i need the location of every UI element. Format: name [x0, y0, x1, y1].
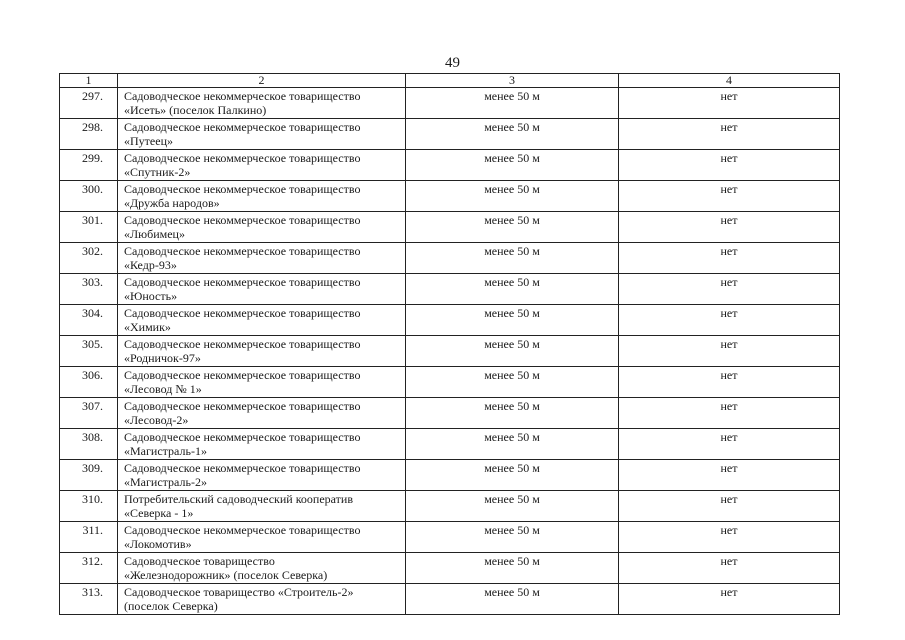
organization-name-line-2: «Дружба народов» [124, 196, 220, 210]
organization-name-line-2: «Локомотив» [124, 537, 192, 551]
organization-name [118, 119, 406, 150]
organization-name-line-2: «Лесовод № 1» [124, 382, 202, 396]
table-row [60, 522, 840, 553]
availability-value: нет [619, 491, 840, 522]
availability-value: нет [619, 119, 840, 150]
organization-name [118, 584, 406, 615]
row-number: 309. [60, 460, 118, 491]
organization-name-line-2: «Путеец» [124, 134, 173, 148]
organization-name-line-2: «Магистраль-2» [124, 475, 207, 489]
availability-value: нет [619, 584, 840, 615]
row-number: 312. [60, 553, 118, 584]
availability-value: нет [619, 398, 840, 429]
organization-name [118, 429, 406, 460]
table-row [60, 274, 840, 305]
table-body [60, 88, 840, 615]
distance-value: менее 50 м [406, 88, 619, 119]
organization-name [118, 491, 406, 522]
availability-value: нет [619, 181, 840, 212]
table-row [60, 553, 840, 584]
availability-value: нет [619, 150, 840, 181]
organization-name [118, 398, 406, 429]
organization-name-line-1: Садоводческое некоммерческое товарищество [124, 89, 361, 103]
organization-name-line-1: Садоводческое некоммерческое товарищество [124, 244, 361, 258]
organization-name-line-1: Садоводческое некоммерческое товарищество [124, 182, 361, 196]
row-number: 303. [60, 274, 118, 305]
distance-value: менее 50 м [406, 274, 619, 305]
organization-name-line-2: «Кедр-93» [124, 258, 177, 272]
table-row [60, 491, 840, 522]
column-header-3: 3 [406, 74, 619, 88]
organization-name-line-2: «Железнодорожник» (поселок Северка) [124, 568, 328, 582]
organization-name-line-1: Садоводческое некоммерческое товарищество [124, 337, 361, 351]
table-row [60, 150, 840, 181]
organization-name-line-2: «Юность» [124, 289, 178, 303]
organization-name-line-1: Садоводческое некоммерческое товарищество [124, 213, 361, 227]
table-row [60, 181, 840, 212]
availability-value: нет [619, 553, 840, 584]
distance-value: менее 50 м [406, 336, 619, 367]
organization-name [118, 88, 406, 119]
organization-name-line-1: Садоводческое некоммерческое товарищество [124, 306, 361, 320]
availability-value: нет [619, 305, 840, 336]
distance-value: менее 50 м [406, 522, 619, 553]
table-row [60, 367, 840, 398]
distance-value: менее 50 м [406, 212, 619, 243]
table-row [60, 88, 840, 119]
table-row [60, 398, 840, 429]
table-row [60, 584, 840, 615]
organization-name-line-1: Садоводческое некоммерческое товарищество [124, 368, 361, 382]
organization-name-line-2: «Родничок-97» [124, 351, 201, 365]
organization-name [118, 305, 406, 336]
page-number: 49 [445, 55, 460, 71]
organization-name [118, 150, 406, 181]
organization-name-line-1: Садоводческое некоммерческое товарищество [124, 275, 361, 289]
row-number: 311. [60, 522, 118, 553]
table-row [60, 212, 840, 243]
availability-value: нет [619, 336, 840, 367]
organization-name-line-1: Садоводческое некоммерческое товарищество [124, 461, 361, 475]
distance-value: менее 50 м [406, 398, 619, 429]
organization-name [118, 553, 406, 584]
row-number: 300. [60, 181, 118, 212]
distance-value: менее 50 м [406, 181, 619, 212]
distance-value: менее 50 м [406, 429, 619, 460]
distance-value: менее 50 м [406, 367, 619, 398]
organization-name [118, 367, 406, 398]
organization-name-line-1: Потребительский садоводческий кооператив [124, 492, 354, 506]
row-number: 305. [60, 336, 118, 367]
organization-name-line-1: Садоводческое некоммерческое товарищество [124, 523, 361, 537]
row-number: 308. [60, 429, 118, 460]
availability-value: нет [619, 212, 840, 243]
distance-value: менее 50 м [406, 553, 619, 584]
distance-value: менее 50 м [406, 119, 619, 150]
organization-name-line-2: «Исеть» (поселок Палкино) [124, 103, 267, 117]
distance-value: менее 50 м [406, 150, 619, 181]
column-header-1: 1 [60, 74, 118, 88]
table-row [60, 119, 840, 150]
distance-value: менее 50 м [406, 243, 619, 274]
distance-value: менее 50 м [406, 460, 619, 491]
row-number: 299. [60, 150, 118, 181]
organization-name-line-2: (поселок Северка) [124, 599, 218, 613]
row-number: 297. [60, 88, 118, 119]
data-table [59, 73, 840, 615]
organization-name-line-1: Садоводческое некоммерческое товарищество [124, 399, 361, 413]
row-number: 298. [60, 119, 118, 150]
table-row [60, 460, 840, 491]
table-header-row [60, 74, 840, 88]
organization-name-line-1: Садоводческое некоммерческое товарищество [124, 430, 361, 444]
column-header-2: 2 [118, 74, 406, 88]
organization-name [118, 274, 406, 305]
organization-name [118, 460, 406, 491]
distance-value: менее 50 м [406, 305, 619, 336]
availability-value: нет [619, 522, 840, 553]
organization-name [118, 522, 406, 553]
availability-value: нет [619, 88, 840, 119]
row-number: 310. [60, 491, 118, 522]
organization-name-line-2: «Спутник-2» [124, 165, 191, 179]
row-number: 304. [60, 305, 118, 336]
organization-name [118, 336, 406, 367]
availability-value: нет [619, 243, 840, 274]
distance-value: менее 50 м [406, 584, 619, 615]
organization-name-line-2: «Магистраль-1» [124, 444, 207, 458]
table-row [60, 429, 840, 460]
organization-name-line-1: Садоводческое некоммерческое товарищество [124, 151, 361, 165]
availability-value: нет [619, 274, 840, 305]
organization-name-line-2: «Любимец» [124, 227, 185, 241]
table-row [60, 336, 840, 367]
table-row [60, 243, 840, 274]
organization-name-line-2: «Северка - 1» [124, 506, 194, 520]
column-header-4: 4 [619, 74, 840, 88]
organization-name-line-1: Садоводческое товарищество [124, 554, 275, 568]
availability-value: нет [619, 460, 840, 491]
organization-name-line-2: «Химик» [124, 320, 171, 334]
row-number: 301. [60, 212, 118, 243]
distance-value: менее 50 м [406, 491, 619, 522]
availability-value: нет [619, 367, 840, 398]
organization-name-line-1: Садоводческое товарищество «Строитель-2» [124, 585, 354, 599]
organization-name [118, 181, 406, 212]
row-number: 302. [60, 243, 118, 274]
row-number: 313. [60, 584, 118, 615]
organization-name-line-1: Садоводческое некоммерческое товарищество [124, 120, 361, 134]
availability-value: нет [619, 429, 840, 460]
organization-name [118, 212, 406, 243]
row-number: 306. [60, 367, 118, 398]
row-number: 307. [60, 398, 118, 429]
organization-name-line-2: «Лесовод-2» [124, 413, 189, 427]
organization-name [118, 243, 406, 274]
table-row [60, 305, 840, 336]
